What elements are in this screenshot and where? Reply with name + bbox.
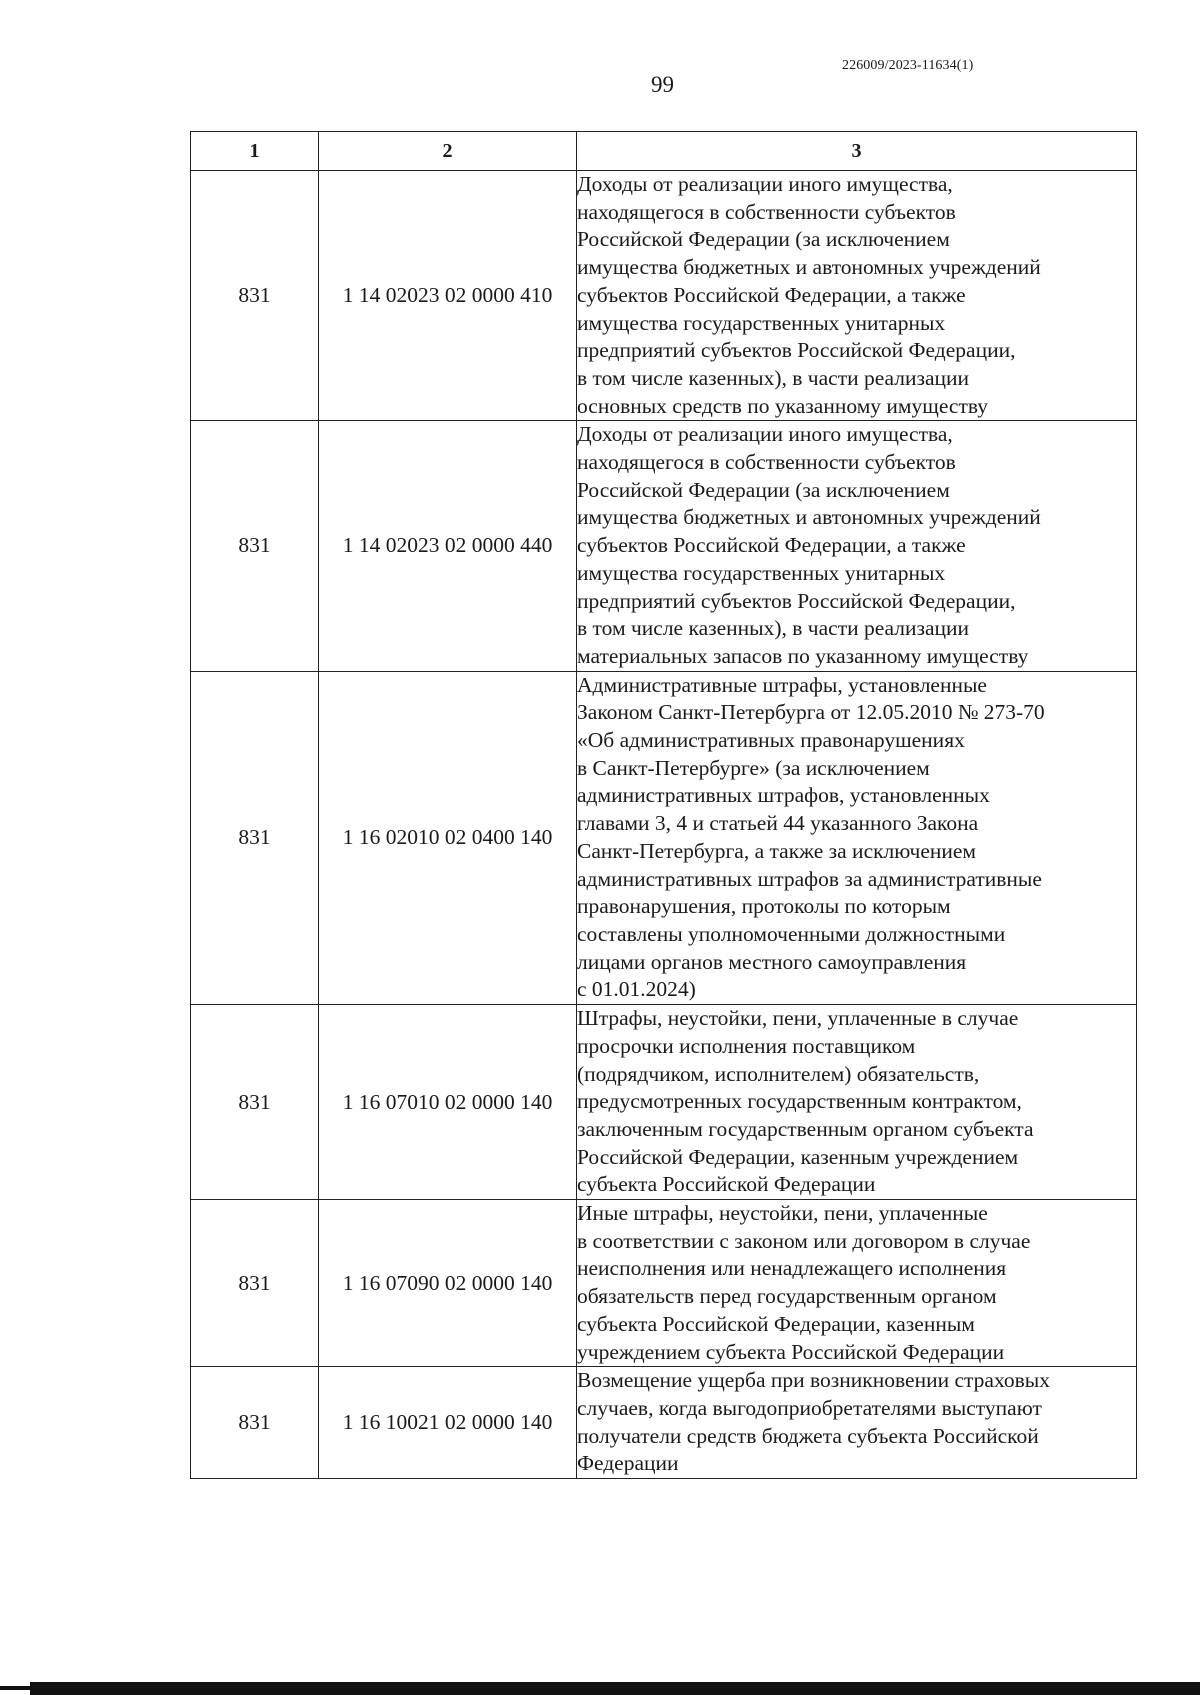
admin-code-cell: 831 (191, 1367, 319, 1479)
description-line: составлены уполномоченными должностными (577, 921, 1006, 946)
page-number: 99 (651, 72, 674, 97)
description-line: в том числе казенных), в части реализации (577, 365, 970, 390)
description-line: Административные штрафы, установленные (577, 672, 987, 697)
description-line: имущества бюджетных и автономных учреждений (577, 255, 1041, 280)
description-line: получатели средств бюджета субъекта Российской (577, 1423, 1039, 1448)
description-line: материальных запасов по указанному имуществу (577, 643, 1029, 668)
table-row (191, 171, 1137, 421)
table-row (191, 1005, 1137, 1200)
description-line: административных штрафов, установленных (577, 783, 990, 808)
table-header-row (191, 132, 1137, 171)
description-line: случаев, когда выгодоприобретателями выступают (577, 1395, 1042, 1420)
description-line: в соответствии с законом или договором в случае (577, 1228, 1031, 1253)
description-line: Санкт-Петербурга, а также за исключением (577, 838, 977, 863)
description-line: Возмещение ущерба при возникновении страховых (577, 1368, 1050, 1393)
admin-code-cell: 831 (191, 421, 319, 671)
description-line: административных штрафов за административные (577, 866, 1042, 891)
budget-classification-code-cell: 1 16 07010 02 0000 140 (319, 1005, 577, 1200)
description-line: главами 3, 4 и статьей 44 указанного Закона (577, 811, 979, 836)
description-line: заключенным государственным органом субъекта (577, 1116, 1034, 1141)
description-line: правонарушения, протоколы по которым (577, 894, 951, 919)
description-line: Российской Федерации (за исключением (577, 227, 950, 252)
description-line: Федерации (577, 1451, 679, 1476)
table-body (191, 171, 1137, 1479)
description-line: предприятий субъектов Российской Федерации, (577, 588, 1016, 613)
admin-code-cell: 831 (191, 671, 319, 1004)
income-description-cell (577, 671, 1137, 1004)
income-description-cell (577, 1200, 1137, 1367)
description-line: находящегося в собственности субъектов (577, 450, 956, 475)
description-line: предприятий субъектов Российской Федерации, (577, 338, 1016, 363)
column-header-1: 1 (191, 132, 319, 171)
budget-classification-code-cell: 1 16 02010 02 0400 140 (319, 671, 577, 1004)
admin-code-cell: 831 (191, 171, 319, 421)
column-header-2: 2 (319, 132, 577, 171)
budget-classification-code-cell: 1 14 02023 02 0000 410 (319, 171, 577, 421)
description-line: учреждением субъекта Российской Федерации (577, 1339, 1005, 1364)
description-line: в Санкт-Петербурге» (за исключением (577, 755, 930, 780)
description-line: имущества государственных унитарных (577, 560, 946, 585)
description-line: субъекта Российской Федерации (577, 1172, 876, 1197)
income-description-cell (577, 171, 1137, 421)
description-line: субъектов Российской Федерации, а также (577, 282, 966, 307)
document-id: 226009/2023-11634(1) (842, 58, 974, 73)
admin-code-cell: 831 (191, 1005, 319, 1200)
budget-classification-code-cell: 1 16 10021 02 0000 140 (319, 1367, 577, 1479)
description-line: субъекта Российской Федерации, казенным (577, 1311, 975, 1336)
income-description-cell (577, 1005, 1137, 1200)
description-line: неисполнения или ненадлежащего исполнения (577, 1256, 1007, 1281)
income-description-cell (577, 1367, 1137, 1479)
column-header-3: 3 (577, 132, 1137, 171)
description-line: находящегося в собственности субъектов (577, 199, 956, 224)
table-row (191, 421, 1137, 671)
description-line: просрочки исполнения поставщиком (577, 1033, 916, 1058)
description-line: лицами органов местного самоуправления (577, 949, 967, 974)
income-description-cell (577, 421, 1137, 671)
description-line: основных средств по указанному имуществу (577, 393, 989, 418)
description-line: в том числе казенных), в части реализации (577, 616, 970, 641)
description-line: Доходы от реализации иного имущества, (577, 422, 953, 447)
description-line: имущества бюджетных и автономных учреждений (577, 505, 1041, 530)
description-line: обязательств перед государственным органом (577, 1284, 997, 1309)
description-line: Иные штрафы, неустойки, пени, уплаченные (577, 1201, 988, 1226)
description-line: (подрядчиком, исполнителем) обязательств, (577, 1061, 980, 1086)
description-line: предусмотренных государственным контрактом, (577, 1089, 1022, 1114)
budget-codes-table (190, 131, 1137, 1479)
budget-classification-code-cell: 1 14 02023 02 0000 440 (319, 421, 577, 671)
description-line: Российской Федерации (за исключением (577, 477, 950, 502)
description-line: «Об административных правонарушениях (577, 728, 965, 753)
budget-classification-code-cell: 1 16 07090 02 0000 140 (319, 1200, 577, 1367)
admin-code-cell: 831 (191, 1200, 319, 1367)
description-line: субъектов Российской Федерации, а также (577, 533, 966, 558)
description-line: имущества государственных унитарных (577, 310, 946, 335)
table-row (191, 1200, 1137, 1367)
table-row (191, 1367, 1137, 1479)
description-line: Штрафы, неустойки, пени, уплаченные в случае (577, 1006, 1019, 1031)
description-line: Российской Федерации, казенным учреждением (577, 1144, 1019, 1169)
description-line: Доходы от реализации иного имущества, (577, 172, 953, 196)
description-line: с 01.01.2024) (577, 977, 696, 1002)
scan-edge-bar (30, 1682, 1200, 1695)
table-row (191, 671, 1137, 1004)
description-line: Законом Санкт-Петербурга от 12.05.2010 № 273-70 (577, 700, 1045, 725)
